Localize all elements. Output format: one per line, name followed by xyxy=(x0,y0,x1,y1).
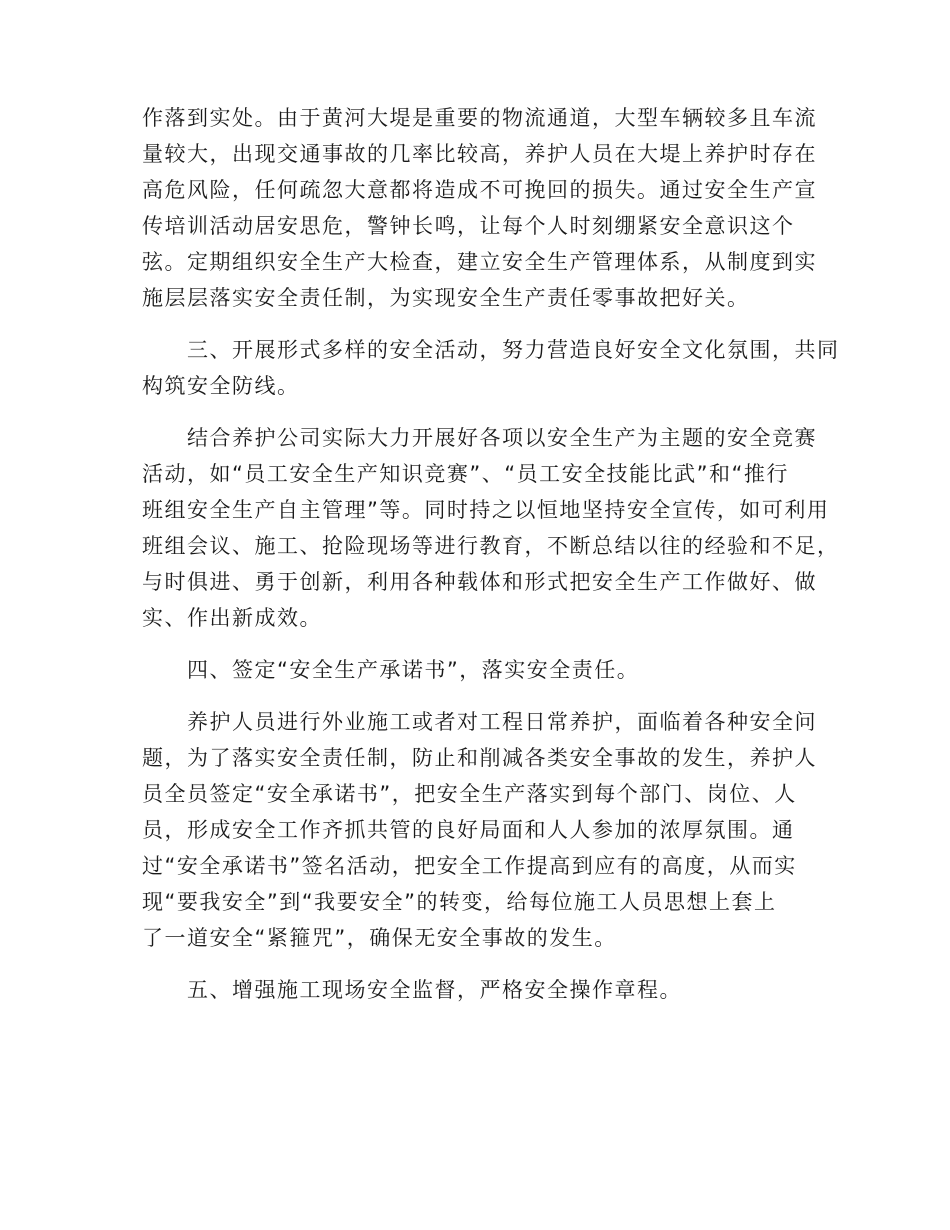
text-line: 题，为了落实安全责任制，防止和削减各类安全事故的发生，养护人 xyxy=(142,746,817,770)
text-line: 员，形成安全工作齐抓共管的良好局面和人人参加的浓厚氛围。通 xyxy=(142,818,795,842)
text-line: 构筑安全防线。 xyxy=(142,374,300,398)
text-line: 员全员签定“安全承诺书”，把安全生产落实到每个部门、岗位、人 xyxy=(142,782,797,806)
text-line: 过“安全承诺书”签名活动，把安全工作提高到应有的高度，从而实 xyxy=(142,854,797,878)
document-body xyxy=(142,100,840,1008)
paragraph-safety-activities xyxy=(142,420,840,636)
text-line: 施层层落实安全责任制，为实现安全生产责任零事故把好关。 xyxy=(142,286,750,310)
text-line: 高危风险，任何疏忽大意都将造成不可挽回的损失。通过安全生产宣 xyxy=(142,178,817,202)
text-line: 四、签定“安全生产承诺书”，落实安全责任。 xyxy=(142,658,640,682)
text-line: 活动，如“员工安全生产知识竞赛”、“员工安全技能比武”和“推行 xyxy=(142,462,789,486)
text-line: 了一道安全“紧箍咒”，确保无安全事故的发生。 xyxy=(142,926,617,950)
text-line: 作落到实处。由于黄河大堤是重要的物流通道，大型车辆较多且车流 xyxy=(142,106,817,130)
text-line: 三、开展形式多样的安全活动，努力营造良好安全文化氛围，共同 xyxy=(142,338,840,362)
text-line: 养护人员进行外业施工或者对工程日常养护，面临着各种安全问 xyxy=(142,710,817,734)
text-line: 传培训活动居安思危，警钟长鸣，让每个人时刻绷紧安全意识这个 xyxy=(142,214,795,238)
paragraph-safety-training xyxy=(142,100,817,316)
text-line: 五、增强施工现场安全监督，严格安全操作章程。 xyxy=(142,978,682,1002)
text-line: 量较大，出现交通事故的几率比较高，养护人员在大堤上养护时存在 xyxy=(142,142,817,166)
text-line: 弦。定期组织安全生产大检查，建立安全生产管理体系，从制度到实 xyxy=(142,250,817,274)
text-line: 班组会议、施工、抢险现场等进行教育，不断总结以往的经验和不足， xyxy=(142,534,840,558)
paragraph-safety-commitment xyxy=(142,704,817,956)
text-line: 班组安全生产自主管理”等。同时持之以恒地坚持安全宣传，如可利用 xyxy=(142,498,830,522)
text-line: 结合养护公司实际大力开展好各项以安全生产为主题的安全竞赛 xyxy=(142,426,817,450)
text-line: 实、作出新成效。 xyxy=(142,606,322,630)
section-heading-5 xyxy=(142,972,806,1008)
section-heading-3 xyxy=(142,332,840,404)
text-line: 与时俱进、勇于创新，利用各种载体和形式把安全生产工作做好、做 xyxy=(142,570,817,594)
section-heading-4 xyxy=(142,652,806,688)
text-line: 现“要我安全”到“我要安全”的转变，给每位施工人员思想上套上 xyxy=(142,890,777,914)
